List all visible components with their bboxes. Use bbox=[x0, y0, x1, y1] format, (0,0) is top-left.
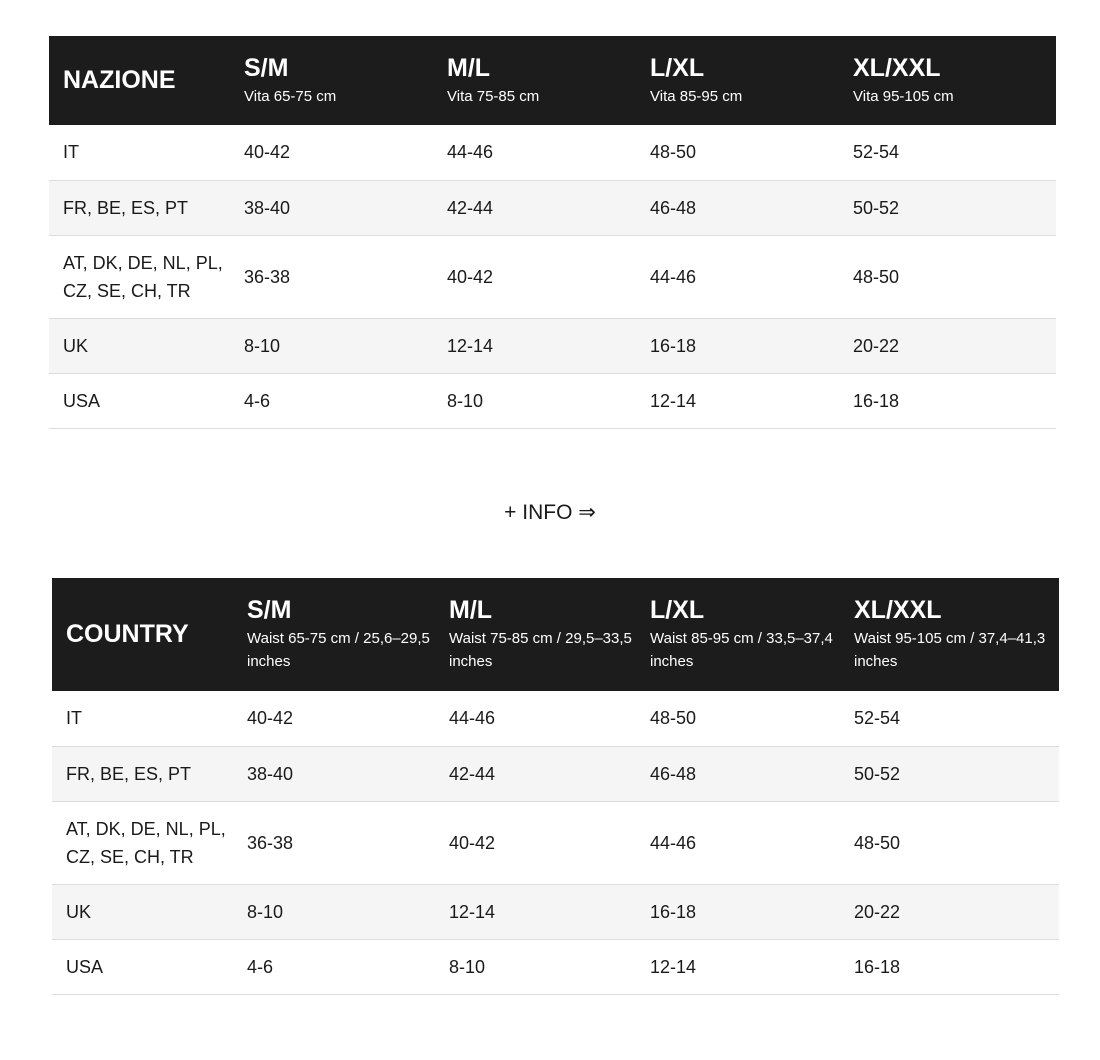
country-cell: AT, DK, DE, NL, PL, CZ, SE, CH, TR bbox=[52, 801, 247, 884]
size-cell: 40-42 bbox=[247, 691, 449, 746]
size-cell: 44-46 bbox=[650, 235, 853, 318]
size-cell: 16-18 bbox=[853, 373, 1056, 428]
size-measure: Vita 65-75 cm bbox=[244, 87, 337, 105]
size-cell: 42-44 bbox=[447, 180, 650, 235]
size-cell: 8-10 bbox=[244, 318, 447, 373]
size-cell: 4-6 bbox=[244, 373, 447, 428]
size-label: XL/XXL bbox=[853, 53, 941, 82]
size-measure: Waist 65-75 cm / 25,6–29,5 inches bbox=[247, 630, 430, 670]
size-cell: 44-46 bbox=[447, 125, 650, 180]
size-cell: 44-46 bbox=[650, 801, 854, 884]
size-cell: 50-52 bbox=[853, 180, 1056, 235]
size-measure: Vita 95-105 cm bbox=[853, 87, 954, 105]
size-cell: 12-14 bbox=[650, 939, 854, 994]
size-table-it bbox=[49, 36, 1056, 429]
table-row bbox=[52, 884, 1059, 939]
size-label: L/XL bbox=[650, 596, 705, 624]
table-row bbox=[52, 939, 1059, 994]
size-cell: 40-42 bbox=[447, 235, 650, 318]
info-link[interactable]: + INFO ⇒ bbox=[504, 501, 596, 524]
size-label: M/L bbox=[449, 596, 493, 624]
table-row bbox=[52, 746, 1059, 801]
size-cell: 8-10 bbox=[447, 373, 650, 428]
size-table-en bbox=[52, 578, 1059, 995]
size-measure: Vita 85-95 cm bbox=[650, 87, 743, 105]
size-cell: 36-38 bbox=[247, 801, 449, 884]
size-cell: 46-48 bbox=[650, 746, 854, 801]
size-cell: 48-50 bbox=[854, 801, 1059, 884]
header-country: NAZIONE bbox=[63, 66, 176, 94]
size-cell: 4-6 bbox=[247, 939, 449, 994]
size-cell: 20-22 bbox=[853, 318, 1056, 373]
size-cell: 40-42 bbox=[244, 125, 447, 180]
header-size-sm bbox=[244, 36, 447, 125]
country-cell: USA bbox=[49, 373, 244, 428]
size-cell: 48-50 bbox=[650, 691, 854, 746]
size-label: S/M bbox=[244, 53, 289, 82]
header-size-lxl bbox=[650, 578, 854, 691]
table-row bbox=[49, 125, 1056, 180]
size-label: M/L bbox=[447, 53, 491, 82]
header-country: COUNTRY bbox=[66, 620, 189, 648]
size-cell: 12-14 bbox=[447, 318, 650, 373]
table-row bbox=[52, 691, 1059, 746]
size-cell: 52-54 bbox=[853, 125, 1056, 180]
size-cell: 48-50 bbox=[853, 235, 1056, 318]
header-size-xlxxl bbox=[853, 36, 1056, 125]
country-cell: IT bbox=[49, 125, 244, 180]
size-cell: 8-10 bbox=[247, 884, 449, 939]
header-row bbox=[49, 36, 1056, 125]
size-cell: 20-22 bbox=[854, 884, 1059, 939]
size-cell: 42-44 bbox=[449, 746, 650, 801]
country-cell: UK bbox=[49, 318, 244, 373]
size-cell: 52-54 bbox=[854, 691, 1059, 746]
country-cell: USA bbox=[52, 939, 247, 994]
size-cell: 50-52 bbox=[854, 746, 1059, 801]
header-row bbox=[52, 578, 1059, 691]
size-measure: Waist 75-85 cm / 29,5–33,5 inches bbox=[449, 630, 632, 670]
table-row bbox=[49, 373, 1056, 428]
header-size-xlxxl bbox=[854, 578, 1059, 691]
table-row bbox=[49, 318, 1056, 373]
header-size-ml bbox=[449, 578, 650, 691]
size-cell: 12-14 bbox=[449, 884, 650, 939]
country-cell: FR, BE, ES, PT bbox=[49, 180, 244, 235]
size-cell: 16-18 bbox=[854, 939, 1059, 994]
size-cell: 44-46 bbox=[449, 691, 650, 746]
size-cell: 48-50 bbox=[650, 125, 853, 180]
country-cell: IT bbox=[52, 691, 247, 746]
country-cell: UK bbox=[52, 884, 247, 939]
size-measure: Vita 75-85 cm bbox=[447, 87, 540, 105]
size-cell: 38-40 bbox=[247, 746, 449, 801]
table-row bbox=[52, 801, 1059, 884]
size-label: S/M bbox=[247, 596, 292, 624]
size-cell: 12-14 bbox=[650, 373, 853, 428]
size-cell: 16-18 bbox=[650, 318, 853, 373]
header-size-ml bbox=[447, 36, 650, 125]
size-label: XL/XXL bbox=[854, 596, 942, 624]
size-cell: 36-38 bbox=[244, 235, 447, 318]
country-cell: AT, DK, DE, NL, PL, CZ, SE, CH, TR bbox=[49, 235, 244, 318]
size-cell: 38-40 bbox=[244, 180, 447, 235]
size-cell: 16-18 bbox=[650, 884, 854, 939]
header-size-sm bbox=[247, 578, 449, 691]
size-cell: 8-10 bbox=[449, 939, 650, 994]
header-size-lxl bbox=[650, 36, 853, 125]
size-label: L/XL bbox=[650, 53, 705, 82]
size-cell: 46-48 bbox=[650, 180, 853, 235]
size-measure: Waist 85-95 cm / 33,5–37,4 inches bbox=[650, 630, 833, 670]
size-measure: Waist 95-105 cm / 37,4–41,3 inches bbox=[854, 630, 1046, 670]
table-row bbox=[49, 235, 1056, 318]
size-cell: 40-42 bbox=[449, 801, 650, 884]
country-cell: FR, BE, ES, PT bbox=[52, 746, 247, 801]
table-row bbox=[49, 180, 1056, 235]
